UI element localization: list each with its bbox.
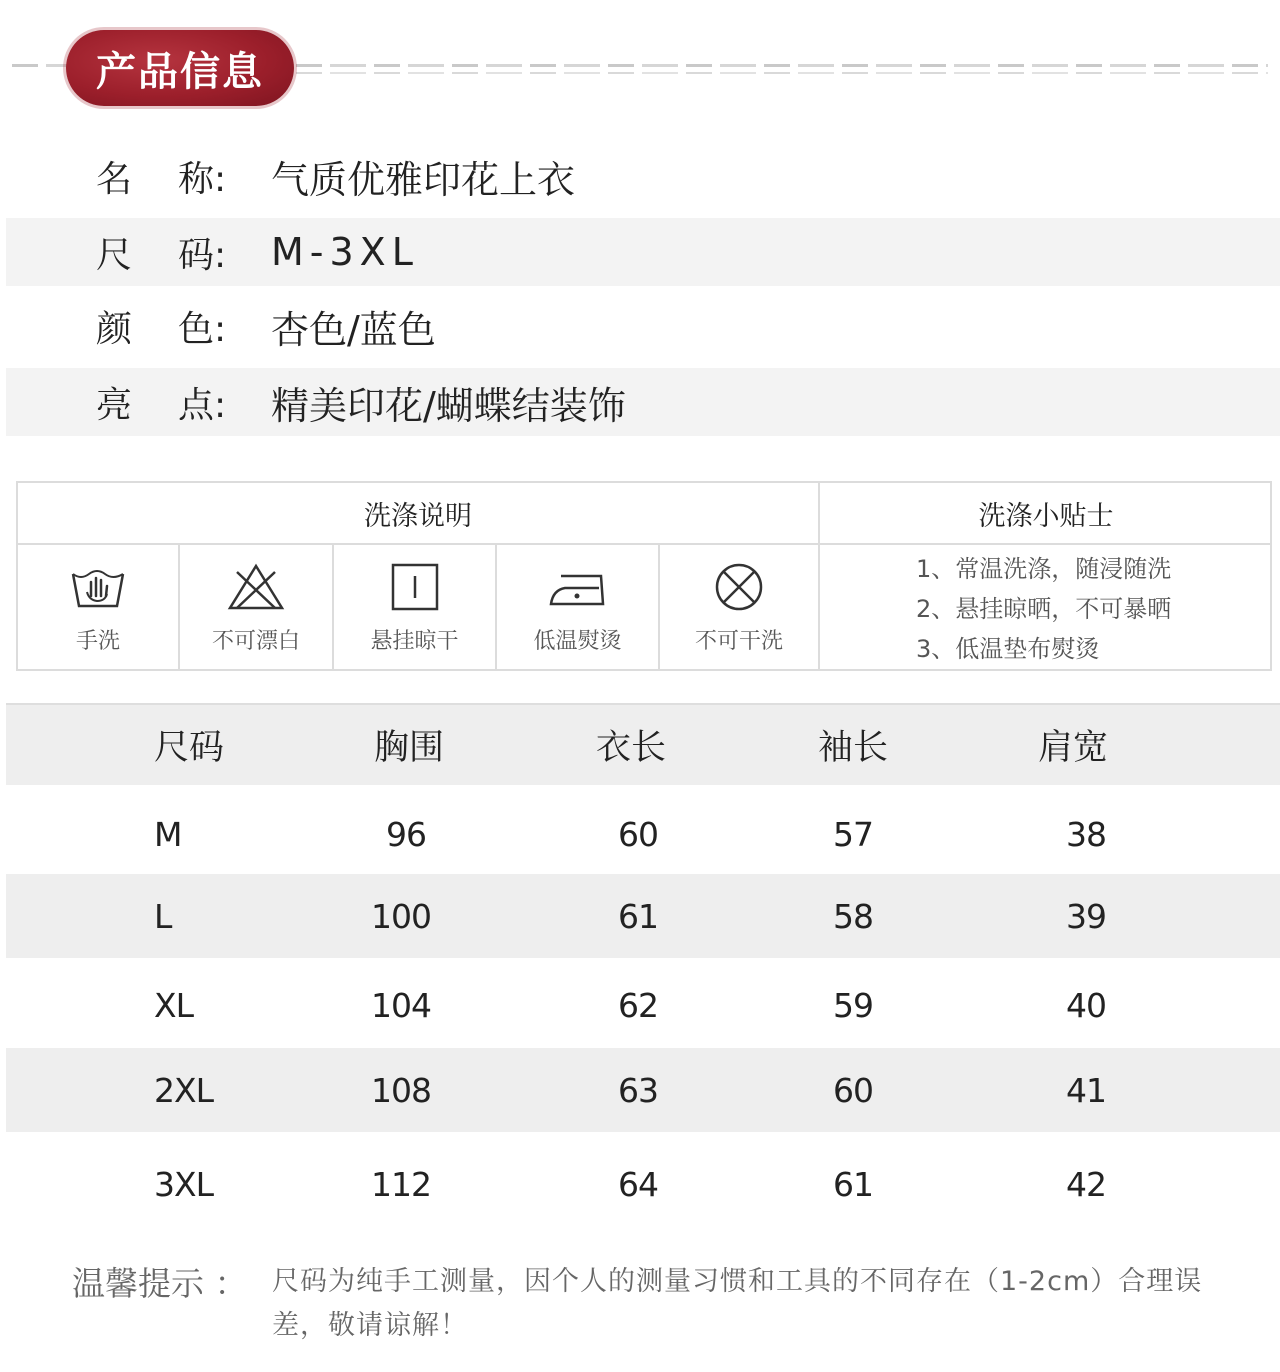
info-label-char: 点: [178,384,227,426]
info-row-highlight [6,368,1280,436]
cell-length: 60 [618,814,658,854]
cell-shoulder: 40 [1066,985,1106,1025]
care-item [18,545,178,671]
cell-size: M [154,814,182,854]
table-row [6,1048,1280,1132]
low-iron-icon [547,562,609,612]
info-value: 精美印花/蝴蝶结装饰 [271,383,626,428]
header-size: 尺码 [154,728,225,768]
care-label: 悬挂晾干 [370,628,459,654]
size-table-header [6,703,1280,785]
note-title: 温馨提示 ： [72,1264,248,1303]
cell-shoulder: 39 [1066,896,1106,936]
cell-bust: 104 [371,985,431,1025]
info-label-char: 亮 [96,384,133,426]
no-dry-clean-icon [708,562,770,612]
care-tip: 3、低温垫布熨烫 [916,635,1100,663]
info-label-char: 名 [96,158,133,200]
cell-sleeve: 57 [833,814,873,854]
care-label: 手洗 [75,628,120,654]
header-rule-left [12,64,72,67]
info-label-char: 码: [178,234,227,276]
cell-sleeve: 59 [833,985,873,1025]
cell-length: 62 [618,985,658,1025]
info-label [6,301,271,352]
hand-wash-icon [67,562,129,612]
care-item [660,545,818,671]
cell-sleeve: 61 [833,1164,873,1204]
info-label [6,377,271,428]
cell-bust: 112 [371,1164,431,1204]
header-sleeve: 袖长 [818,728,889,768]
header-rule-right-2 [296,72,1268,74]
section-header [0,0,1280,120]
cell-length: 63 [618,1070,658,1110]
info-label-char: 色: [178,308,227,350]
note-text: 尺码为纯手工测量，因个人的测量习惯和工具的不同存在（1-2cm）合理误差，敬请谅解！ [272,1266,1203,1341]
title-badge [66,30,294,106]
cell-bust: 100 [371,896,431,936]
header-rule-right [296,64,1268,67]
cell-length: 61 [618,896,658,936]
cell-sleeve: 60 [833,1070,873,1110]
header-bust: 胸围 [374,728,445,768]
cell-sleeve: 58 [833,896,873,936]
cell-size: XL [154,985,193,1025]
care-tips-title: 洗涤小贴士 [820,483,1272,545]
cell-bust: 96 [386,814,426,854]
info-value: M-3XL [271,230,419,274]
care-label: 不可干洗 [694,628,783,654]
header-length: 衣长 [596,728,667,768]
care-tip: 1、常温洗涤，随浸随洗 [916,555,1172,583]
care-item [334,545,495,671]
cell-length: 64 [618,1164,658,1204]
cell-size: 2XL [154,1070,213,1110]
info-label-char: 颜 [96,308,133,350]
info-label-char: 称: [178,158,227,200]
info-value: 杏色/蓝色 [271,307,436,352]
cell-shoulder: 38 [1066,814,1106,854]
care-tips-list [916,549,1171,669]
table-row [6,792,1280,876]
cell-size: L [154,896,172,936]
table-row [6,874,1280,958]
care-tip: 2、悬挂晾晒，不可暴晒 [916,595,1172,623]
no-bleach-icon [225,562,287,612]
care-label: 不可漂白 [211,628,300,654]
table-row [6,1142,1280,1226]
info-row-name [6,142,1280,210]
section-title: 产品信息 [96,47,264,95]
care-item [180,545,332,671]
info-row-size [6,218,1280,286]
info-label [6,151,271,202]
hang-dry-icon [384,562,446,612]
care-divider [818,483,820,669]
info-label-char: 尺 [96,234,133,276]
care-table [16,481,1272,671]
table-row [6,963,1280,1047]
header-shoulder: 肩宽 [1038,728,1109,768]
cell-bust: 108 [371,1070,431,1110]
info-row-color [6,292,1280,360]
care-item [497,545,658,671]
care-instructions-title: 洗涤说明 [18,483,818,545]
info-value: 气质优雅印花上衣 [271,157,576,202]
info-label [6,227,271,278]
cell-shoulder: 41 [1066,1070,1106,1110]
cell-shoulder: 42 [1066,1164,1106,1204]
care-label: 低温熨烫 [533,628,622,654]
cell-size: 3XL [154,1164,213,1204]
